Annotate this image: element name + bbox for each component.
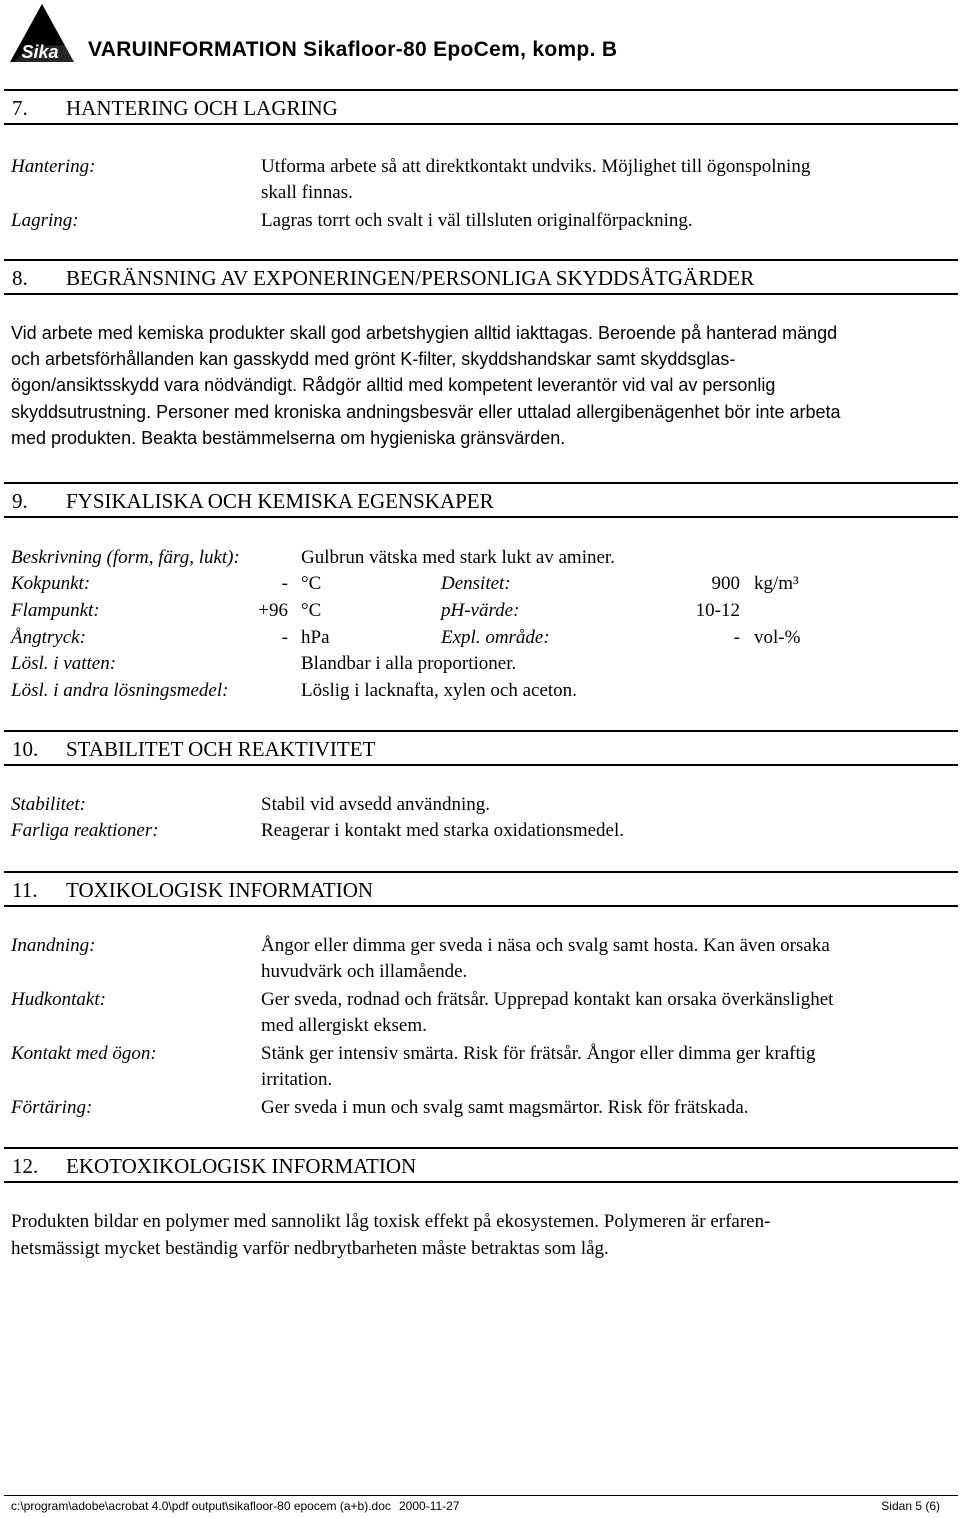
section-title: FYSIKALISKA OCH KEMISKA EGENSKAPER [66, 489, 494, 513]
section-number: 7. [12, 96, 28, 120]
lagring-label: Lagring: [11, 210, 79, 231]
expl-label: Expl. område: [441, 627, 550, 648]
section-11-header [4, 871, 958, 907]
kokpunkt-label: Kokpunkt: [11, 573, 91, 594]
hudkontakt-text: Ger sveda, rodnad och frätsår. Upprepad kontakt kan orsaka överkänslighet [261, 989, 834, 1010]
s8-line-1: Vid arbete med kemiska produkter skall god arbetshygien alltid iakttagas. Beroende på hanterad mängd [11, 323, 838, 343]
footer-divider [4, 1495, 958, 1496]
expl-value: - [733, 627, 740, 648]
hudkontakt-text-cont: med allergiskt eksem. [261, 1015, 427, 1036]
footer-date: 2000-11-27 [399, 1499, 460, 1513]
stabilitet-value: Stabil vid avsedd användning. [261, 794, 491, 815]
section-9-header [4, 482, 958, 518]
section-title: EKOTOXIKOLOGISK INFORMATION [66, 1154, 417, 1178]
footer-file-path: c:\program\adobe\acrobat 4.0\pdf output\sikafloor-80 epocem (a+b).doc [11, 1499, 391, 1513]
document-title: VARUINFORMATION Sikafloor-80 EpoCem, komp. B [88, 38, 618, 61]
farliga-label: Farliga reaktioner: [11, 820, 159, 841]
footer-page-number: Sidan 5 (6) [881, 1499, 940, 1513]
section-title: TOXIKOLOGISK INFORMATION [66, 878, 374, 902]
losl-vatten-label: Lösl. i vatten: [11, 653, 117, 674]
hantering-text-cont: skall finnas. [261, 182, 353, 203]
section-title: STABILITET OCH REAKTIVITET [66, 737, 376, 761]
section-12-header [4, 1147, 958, 1183]
sika-logo [8, 2, 76, 64]
s12-line-2: hetsmässigt mycket beständig varför nedbrytbarheten måste betraktas som låg. [11, 1238, 609, 1259]
section-title: HANTERING OCH LAGRING [66, 96, 338, 120]
section-10-header [4, 730, 958, 766]
angtryck-label: Ångtryck: [11, 627, 86, 648]
s8-line-4: skyddsutrustning. Personer med kroniska andningsbesvär eller uttalad allergibenägenhet bör inte arbeta [11, 402, 841, 422]
logo-text: Sika [21, 42, 59, 62]
flampunkt-value: +96 [258, 600, 288, 621]
densitet-unit: kg/m³ [754, 573, 799, 594]
kokpunkt-unit: °C [301, 573, 322, 594]
beskrivning-label: Beskrivning (form, färg, lukt): [11, 547, 240, 568]
farliga-value: Reagerar i kontakt med starka oxidationsmedel. [261, 820, 624, 841]
stabilitet-label: Stabilitet: [11, 794, 86, 815]
losl-andra-value: Löslig i lacknafta, xylen och aceton. [301, 680, 577, 701]
section-8-header [4, 259, 958, 295]
losl-andra-label: Lösl. i andra lösningsmedel: [11, 680, 229, 701]
section-7-header [4, 89, 958, 125]
ph-label: pH-värde: [441, 600, 520, 621]
inandning-text-cont: huvudvärk och illamående. [261, 961, 468, 982]
lagring-text: Lagras torrt och svalt i väl tillsluten originalförpackning. [261, 210, 693, 231]
s8-line-5: med produkten. Beakta bestämmelserna om hygieniska gränsvärden. [11, 428, 566, 448]
ph-value: 10-12 [695, 600, 740, 621]
flampunkt-unit: °C [301, 600, 322, 621]
hantering-label: Hantering: [11, 156, 96, 177]
losl-vatten-value: Blandbar i alla proportioner. [301, 653, 517, 674]
kokpunkt-value: - [281, 573, 288, 594]
densitet-label: Densitet: [441, 573, 511, 594]
s12-line-1: Produkten bildar en polymer med sannolikt låg toxisk effekt på ekosystemen. Polymeren är erfaren- [11, 1211, 771, 1232]
ogon-label: Kontakt med ögon: [11, 1043, 157, 1064]
inandning-label: Inandning: [11, 935, 96, 956]
section-title: BEGRÄNSNING AV EXPONERINGEN/PERSONLIGA SKYDDSÅTGÄRDER [66, 266, 755, 290]
s8-line-2: och arbetsförhållanden kan gasskydd med grönt K-filter, skyddshandskar samt skyddsglas- [11, 349, 736, 369]
section-number: 12. [12, 1154, 39, 1178]
densitet-value: 900 [711, 573, 740, 594]
inandning-text: Ångor eller dimma ger sveda i näsa och svalg samt hosta. Kan även orsaka [261, 935, 830, 956]
hudkontakt-label: Hudkontakt: [11, 989, 106, 1010]
hantering-text: Utforma arbete så att direktkontakt undviks. Möjlighet till ögonspolning [261, 156, 811, 177]
s8-line-3: ögon/ansiktsskydd vara nödvändigt. Rådgör alltid med kompetent leverantör vid val av personlig [11, 375, 776, 395]
ogon-text-cont: irritation. [261, 1069, 333, 1090]
fortaring-label: Förtäring: [11, 1097, 93, 1118]
section-number: 11. [12, 878, 38, 902]
angtryck-value: - [281, 627, 288, 648]
expl-unit: vol-% [754, 627, 801, 648]
section-number: 8. [12, 266, 28, 290]
ogon-text: Stänk ger intensiv smärta. Risk för frätsår. Ångor eller dimma ger kraftig [261, 1043, 816, 1064]
fortaring-text: Ger sveda i mun och svalg samt magsmärtor. Risk för frätskada. [261, 1097, 749, 1118]
angtryck-unit: hPa [301, 627, 330, 648]
flampunkt-label: Flampunkt: [11, 600, 100, 621]
beskrivning-value: Gulbrun vätska med stark lukt av aminer. [301, 547, 615, 568]
section-number: 10. [12, 737, 39, 761]
section-number: 9. [12, 489, 28, 513]
